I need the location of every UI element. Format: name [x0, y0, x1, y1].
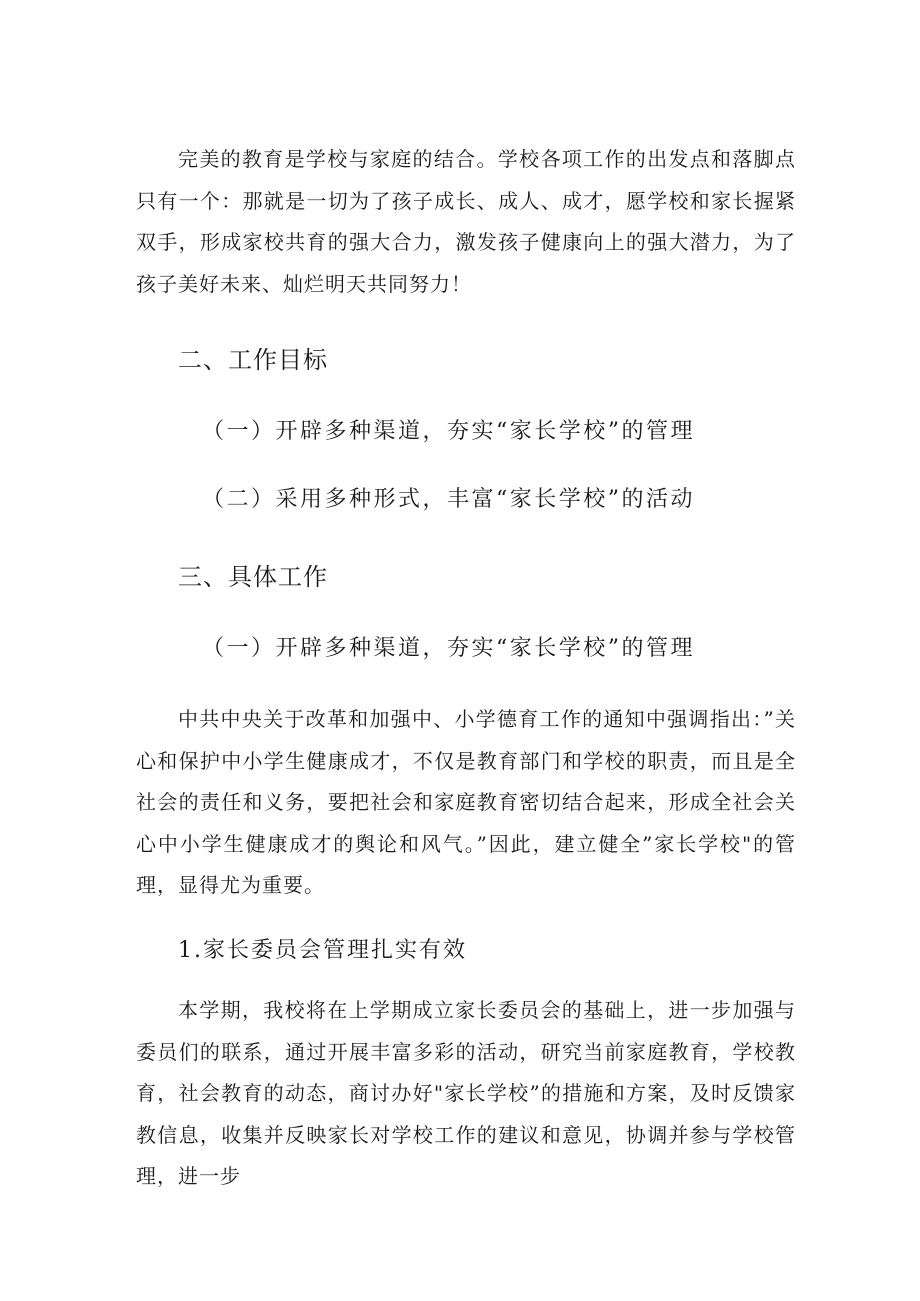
section-two-item-one: （一）开辟多种渠道，夯实“家长学校”的管理 — [202, 419, 695, 444]
section-two-heading: 二、工作目标 — [178, 346, 328, 374]
section-two-item-two: （二）采用多种形式，丰富“家长学校”的活动 — [202, 487, 695, 512]
section-three-heading: 三、具体工作 — [178, 563, 328, 591]
section-three-subsection-one-title: （一）开辟多种渠道，夯实“家长学校”的管理 — [202, 636, 695, 661]
item-one-title: 1.家长委员会管理扎实有效 — [178, 938, 467, 963]
intro-paragraph: 完美的教育是学校与家庭的结合。学校各项工作的出发点和落脚点只有一个：那就是一切为了孩子成长、成人、成才，愿学校和家长握紧双手，形成家校共育的强大合力，激发孩子健康向上的强大潜力，为了孩子美好未来、灿烂明天共同努力！ — [136, 147, 796, 296]
section-three-paragraph-two: 本学期，我校将在上学期成立家长委员会的基础上，进一步加强与委员们的联系，通过开展丰富多彩的活动，研究当前家庭教育，学校教育，社会教育的动态，商讨办好"家长学校”的措施和方案，及时反馈家教信息，收集并反映家长对学校工作的建议和意见，协调并参与学校管理，进一步 — [136, 998, 796, 1188]
section-three-paragraph-one: 中共中央关于改革和加强中、小学德育工作的通知中强调指出：”关心和保护中小学生健康成才，不仅是教育部门和学校的职责，而且是全社会的责任和义务，要把社会和家庭教育密切结合起来，形成全社会关心中小学生健康成才的舆论和风气。”因此，建立健全”家长学校"的管理，显得尤为重要。 — [136, 707, 796, 897]
